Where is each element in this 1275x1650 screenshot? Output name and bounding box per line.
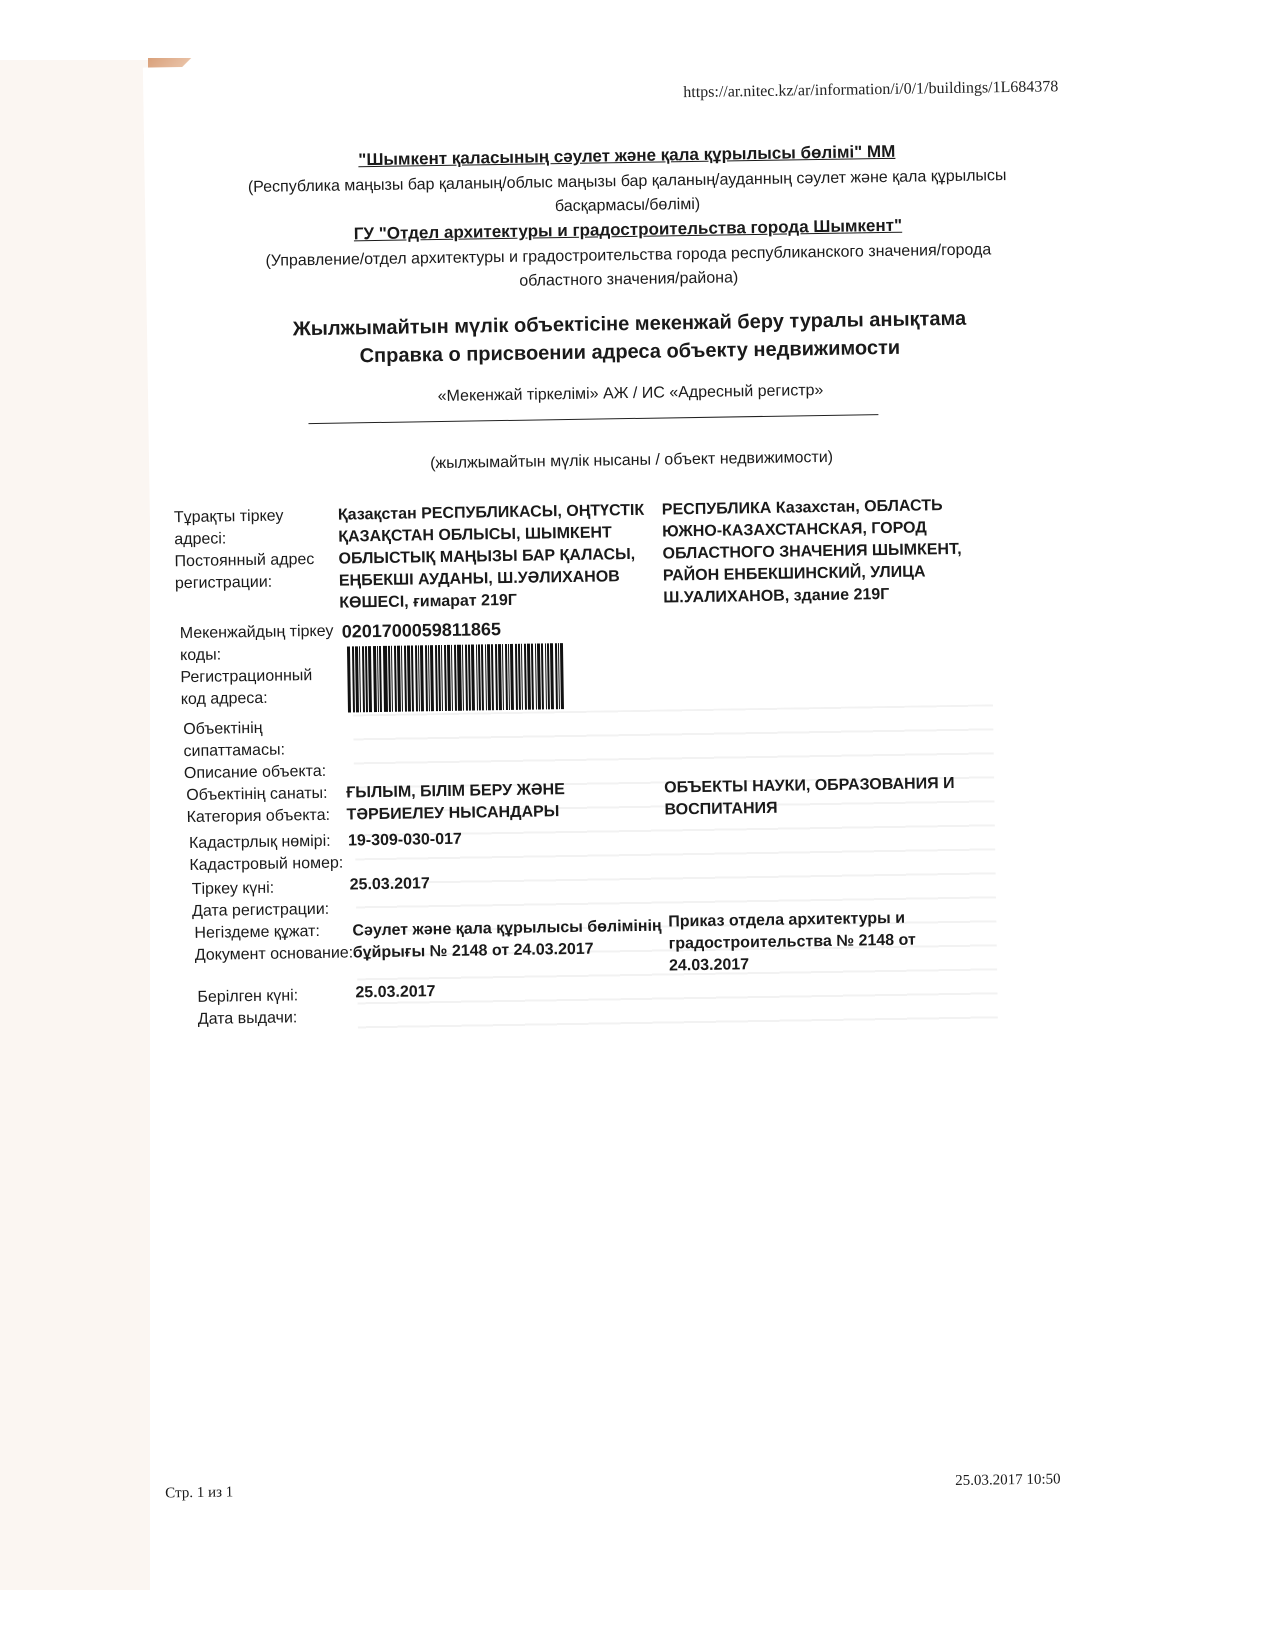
description-label-line: Описание объекта: [183, 762, 327, 783]
address-kz-line: ОБЛЫСТЫҚ МАҢЫЗЫ БАР ҚАЛАСЫ, [338, 545, 636, 568]
basis-label-line: Документ основание: [194, 944, 354, 964]
title-ru: Справка о присвоении адреса объекту недвижимости [359, 336, 901, 368]
barcode-bar [391, 646, 393, 712]
barcode-bar [531, 644, 534, 710]
address-label-line: Постоянный адрес [174, 551, 315, 571]
address-kz-line: Қазақстан РЕСПУБЛИКАСЫ, ОҢТҮСТІК [337, 501, 645, 524]
title-kz: Жылжымайтын мүлік объектісіне мекенжай беру туралы анықтама [292, 307, 967, 341]
barcode-bar [368, 646, 372, 712]
description-label [183, 717, 326, 785]
address-ru-line: РАЙОН ЕНБЕКШИНСКИЙ, УЛИЦА [662, 563, 926, 585]
header-kz-sub-1: (Республика маңызы бар қаланың/облыс маңызы бар қаланың/ауданның сәулет және қала құрылысы [247, 167, 1007, 196]
code-value: 0201700059811865 [341, 619, 502, 642]
show-through-texture [353, 704, 998, 1044]
header-kz-sub-2: басқармасы/бөлімі) [554, 195, 701, 216]
address-ru-line: ОБЛАСТНОГО ЗНАЧЕНИЯ ШЫМКЕНТ, [662, 540, 962, 563]
code-label-line: Мекенжайдың тіркеу [179, 622, 334, 643]
header-ru-org: ГУ "Отдел архитектуры и градостроительства города Шымкент" [353, 215, 903, 244]
cadastral-label-line: Кадастрлық нөмірі: [188, 832, 331, 853]
address-label-line: Тұрақты тіркеу [173, 507, 284, 527]
address-label [174, 505, 315, 595]
barcode-bar [510, 644, 514, 710]
scan-background [0, 60, 150, 1590]
cadastral-value: 19-309-030-017 [347, 830, 463, 850]
barcode-bar [359, 646, 361, 712]
address-label-line: адресі: [174, 530, 227, 549]
barcode-bar [521, 644, 523, 710]
basis-kz-line: Сәулет және қала құрылысы бөлімінің [352, 917, 662, 940]
print-datetime: 25.03.2017 10:50 [955, 1471, 1061, 1490]
category-label-line: Категория объекта: [186, 806, 331, 827]
address-ru-line: ЮЖНО-КАЗАХСТАНСКАЯ, ГОРОД [662, 519, 927, 541]
address-ru [662, 495, 963, 610]
basis-ru-line: 24.03.2017 [668, 956, 750, 975]
registry-name: «Мекенжай тіркелімі» АЖ / ИС «Адресный регистр» [437, 381, 824, 406]
cadastral-label [189, 831, 344, 877]
page-number: Стр. 1 из 1 [165, 1484, 234, 1502]
barcode-bar [441, 645, 443, 711]
barcode-bar [430, 645, 434, 711]
regdate-label-line: Тіркеу күні: [191, 879, 275, 898]
underline-rule [308, 414, 878, 424]
barcode-bar [379, 646, 382, 712]
object-note: (жылжымайтын мүлік нысаны / объект недвижимости) [430, 448, 834, 473]
category-label-line: Объектінің санаты: [186, 784, 328, 805]
document-page [143, 52, 1132, 1597]
regdate-label-line: Дата регистрации: [191, 900, 330, 920]
address-kz [338, 500, 646, 615]
description-label-line: сипаттамасы: [183, 741, 286, 761]
category-ru-line: ОБЪЕКТЫ НАУКИ, ОБРАЗОВАНИЯ И [664, 774, 955, 797]
cadastral-label-line: Кадастровый номер: [189, 854, 344, 875]
issue-label [197, 985, 298, 1031]
code-label-line: код адреса: [180, 689, 268, 709]
barcode-bar [451, 645, 453, 711]
barcode-bar [541, 643, 544, 709]
basis-label [194, 920, 353, 966]
barcode-bar [560, 643, 564, 709]
address-kz-line: ЕҢБЕКШІ АУДАНЫ, Ш.УӘЛИХАНОВ [338, 568, 620, 590]
barcode-bar [401, 646, 403, 712]
issue-value: 25.03.2017 [355, 983, 436, 1002]
barcode-bar [420, 645, 424, 711]
code-label [180, 621, 335, 711]
address-kz-line: ҚАЗАҚСТАН ОБЛЫСЫ, ШЫМКЕНТ [338, 524, 612, 546]
issue-label-line: Берілген күні: [197, 987, 299, 1006]
barcode-bar [411, 645, 414, 711]
barcode-bar [481, 644, 484, 710]
issue-label-line: Дата выдачи: [197, 1009, 298, 1028]
header-kz-org: "Шымкент қаласының сәулет және қала құрылысы бөлімі" ММ [358, 141, 896, 170]
barcode-bar [471, 645, 475, 711]
regdate-label [192, 877, 330, 923]
category-label [186, 783, 330, 829]
description-label-line: Объектінің [183, 719, 263, 739]
barcode-bar [550, 643, 554, 709]
category-kz-line: ТӘРБИЕЛЕУ НЫСАНДАРЫ [346, 803, 560, 824]
basis-ru-line: градостроительства № 2148 от [668, 931, 916, 953]
address-ru-line: РЕСПУБЛИКА Казахстан, ОБЛАСТЬ [661, 497, 943, 519]
category-kz-line: ҒЫЛЫМ, БІЛІМ БЕРУ ЖӘНЕ [346, 781, 565, 802]
barcode-bar [491, 644, 494, 710]
address-label-line: регистрации: [174, 573, 273, 593]
barcode-bar [347, 646, 351, 712]
header-ru-sub-1: (Управление/отдел архитектуры и градостроительства города республиканского значения/города [265, 241, 992, 270]
header-ru-sub-2: областного значения/района) [519, 269, 739, 290]
category-ru-line: ВОСПИТАНИЯ [664, 799, 778, 819]
address-ru-line: Ш.УАЛИХАНОВ, здание 219Г [663, 585, 890, 607]
barcode [347, 642, 648, 713]
regdate-value: 25.03.2017 [349, 875, 430, 894]
address-kz-line: КӨШЕСІ, ғимарат 219Г [339, 591, 517, 612]
basis-kz-line: бұйрығы № 2148 от 24.03.2017 [352, 940, 594, 962]
barcode-bar [462, 645, 464, 711]
basis-ru-line: Приказ отдела архитектуры и [668, 909, 906, 931]
code-label-line: коды: [179, 646, 222, 665]
basis-label-line: Негіздеме құжат: [194, 922, 321, 942]
code-label-line: Регистрационный [180, 667, 313, 687]
barcode-bar [502, 644, 504, 710]
source-url: https://ar.nitec.kz/ar/information/i/0/1/buildings/1L684378 [683, 78, 1059, 102]
